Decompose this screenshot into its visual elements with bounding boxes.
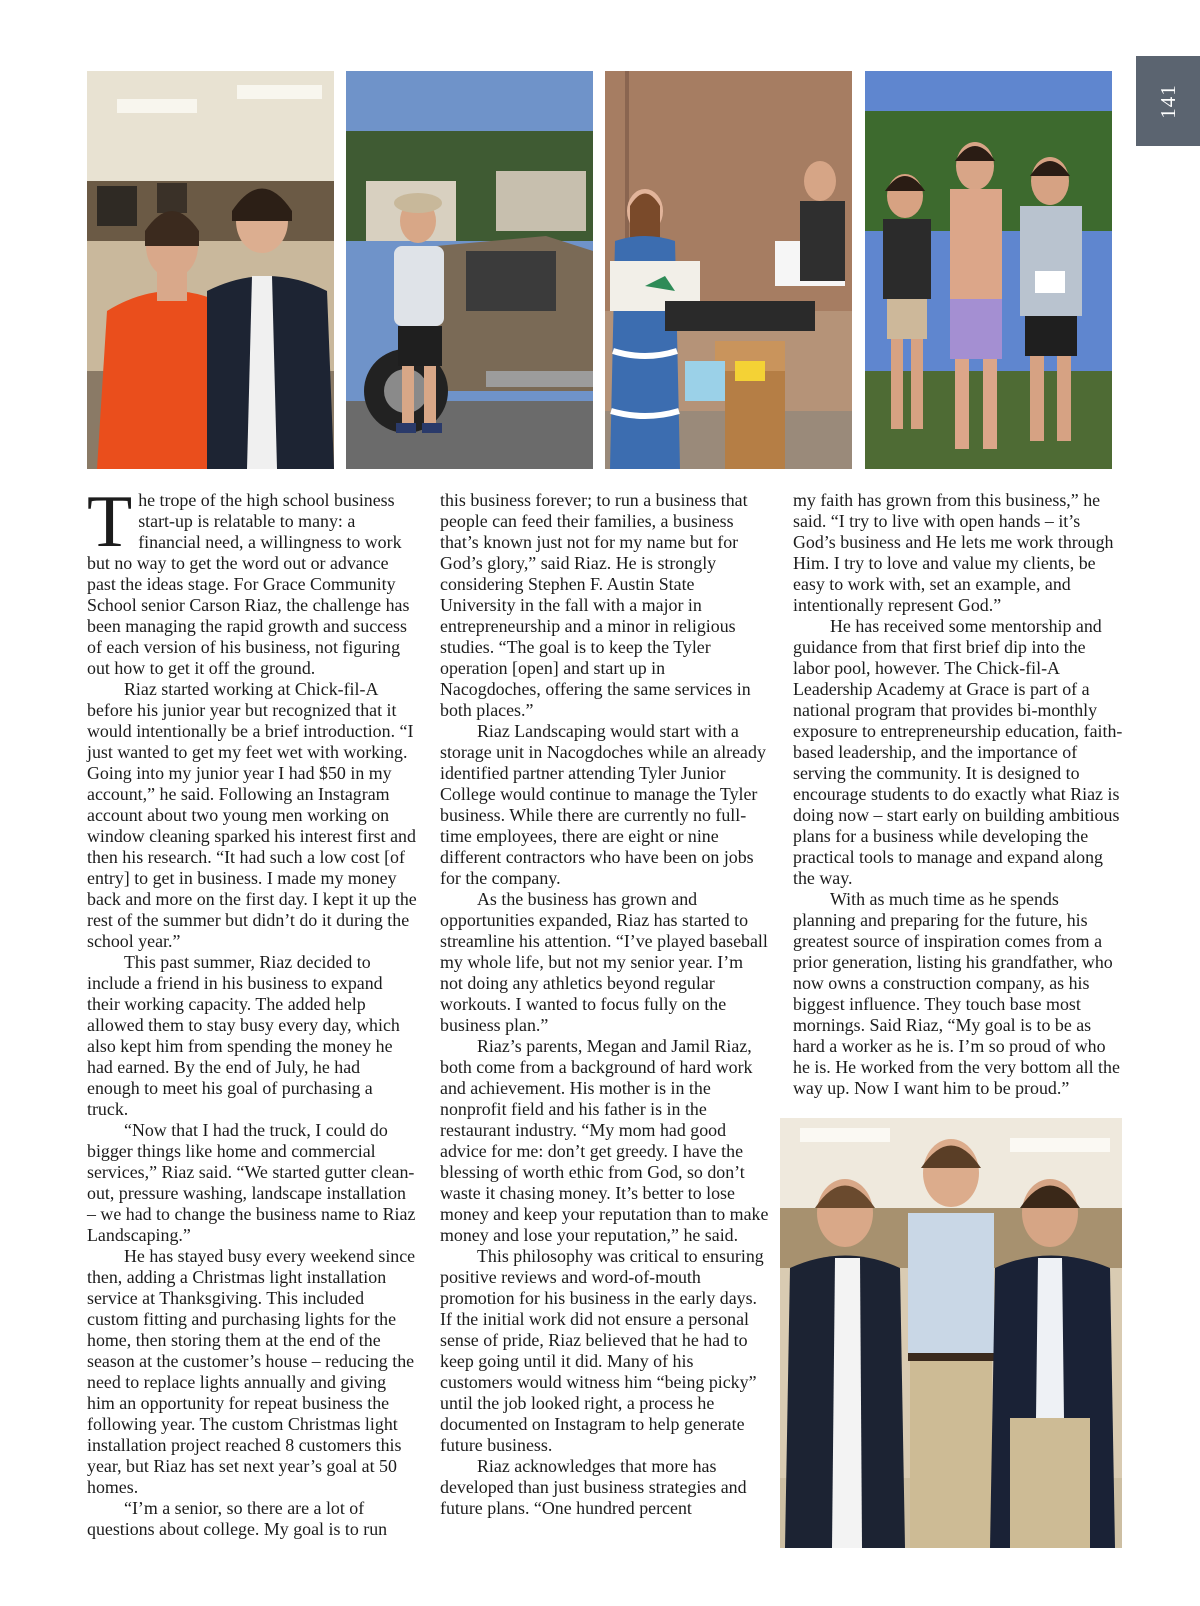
article-paragraph: This philosophy was critical to ensuring positive reviews and word-of-mouth promotion for his business in the early days. If the initial work did not ensure a personal sense of pride, Riaz believed that he had to keep going until it did. Many of his customers would witness him “being picky” until the job looked right, a process he documented on Instagram to help generate future business. [440, 1246, 764, 1455]
article-paragraph: He has received some mentorship and guidance from that first brief dip into the labor pool, however. The Chick-fil-A Leadership Academy at Grace is part of a national program that provides bi-monthly exposure to entrepreneurship education, faith-based leadership, and the importance of serving the community. It is designed to encourage students to do exactly what Riaz is doing now – start early on building ambitious plans for a business while developing the practical tools to manage and expand along the way. [793, 616, 1123, 888]
page-number: 141 [1155, 83, 1180, 119]
drop-cap: T [87, 481, 133, 563]
photo-young-man-with-truck [346, 71, 593, 469]
article-paragraph: As the business has grown and opportunities expanded, Riaz has started to streamline his attention. “I’ve played baseball my whole life, but not my senior year. I’m not doing any athletics beyond regular workouts. I wanted to focus fully on the business plan.” [440, 889, 768, 1035]
article-paragraph: With as much time as he spends planning and preparing for the future, his greatest source of inspiration comes from a prior generation, listing his grandfather, who now owns a construction company, as his biggest influence. They touch base most mornings. Said Riaz, “My goal is to be as hard a worker as he is. I’m so proud of who he is. He worked from the very bottom all the way up. Now I want him to be proud.” [793, 889, 1120, 1098]
article-paragraph: The trope of the high school business start-up is relatable to many: a financial need, a willingness to work but no way to get the word out or advance past the ideas stage. For Grace Community School senior Carson Riaz, the challenge has been managing the rapid growth and success of each version of his business, not figuring out how to get it off the ground. [87, 481, 410, 678]
photo-woman-and-son-formal-event [87, 71, 334, 469]
article-paragraph: Riaz started working at Chick-fil-A before his junior year but recognized that it would intentionally be a brief introduction. “I just wanted to get my feet wet with working. Going into my junior year I had $50 in my account,” he said. Following an Instagram account about two young men working on window cleaning sparked his interest first and then his research. “It had such a low cost [of entry] to get in business. I made my money back and more on the first day. I kept it up the rest of the summer but didn’t do it during the school year.” [87, 679, 417, 951]
article-column-1 [87, 481, 417, 1540]
photo-donation-boxes [605, 71, 852, 469]
article-paragraph: my faith has grown from this business,” he said. “I try to live with open hands – it’s God’s business and He lets me work through Him. I try to love and value my clients, be easy to work with, set an example, and intentionally represent God.” [793, 490, 1114, 615]
article-paragraph: Riaz Landscaping would start with a storage unit in Nacogdoches while an already identified partner attending Tyler Junior College would continue to manage the Tyler business. While there are currently no full-time employees, there are eight or nine different contractors who have been on jobs for the company. [440, 721, 766, 888]
article-paragraph: “Now that I had the truck, I could do bigger things like home and commercial services,” Riaz said. “We started gutter clean-out, pressure washing, landscape installation – we had to change the business name to Riaz Landscaping.” [87, 1120, 416, 1245]
article-column-2 [440, 490, 770, 1519]
article-paragraph: Riaz’s parents, Megan and Jamil Riaz, both come from a background of hard work and achievement. His mother is in the nonprofit field and his father is in the restaurant industry. “My mom had good advice for me: don’t get greedy. I have the blessing of worth ethic from God, so don’t waste it chasing money. It’s better to lose money and keep your reputation than to make money and lose your reputation,” he said. [440, 1036, 769, 1245]
article-paragraph: This past summer, Riaz decided to include a friend in his business to expand their working capacity. The added help allowed them to stay busy every day, which also kept him from spending the money he had earned. By the end of July, he had enough to meet his goal of purchasing a truck. [87, 952, 400, 1119]
photo-three-young-men-formal [780, 1118, 1122, 1548]
page-number-tab [1136, 56, 1200, 146]
article-paragraph: He has stayed busy every weekend since then, adding a Christmas light installation service at Thanksgiving. This included custom fitting and purchasing lights for the home, then storing them at the end of the season at the customer’s house – reducing the need to replace lights annually and giving him an opportunity for repeat business the following year. The custom Christmas light installation project reached 8 customers this year, but Riaz has set next year’s goal at 50 homes. [87, 1246, 416, 1497]
article-paragraph: “I’m a senior, so there are a lot of questions about college. My goal is to run [87, 1498, 388, 1539]
article-paragraph: this business forever; to run a business that people can feed their families, a business that’s known just not for my name but for God’s glory,” said Riaz. He is strongly considering Stephen F. Austin State University in the fall with a major in entrepreneurship and a minor in religious studies. “The goal is to keep the Tyler operation [open] and start up in Nacogdoches, offering the same services in both places.” [440, 490, 751, 720]
photo-three-young-men-race [865, 71, 1112, 469]
article-column-3 [793, 490, 1123, 1099]
article-paragraph: Riaz acknowledges that more has developed than just business strategies and future plans. “One hundred percent [440, 1456, 747, 1518]
